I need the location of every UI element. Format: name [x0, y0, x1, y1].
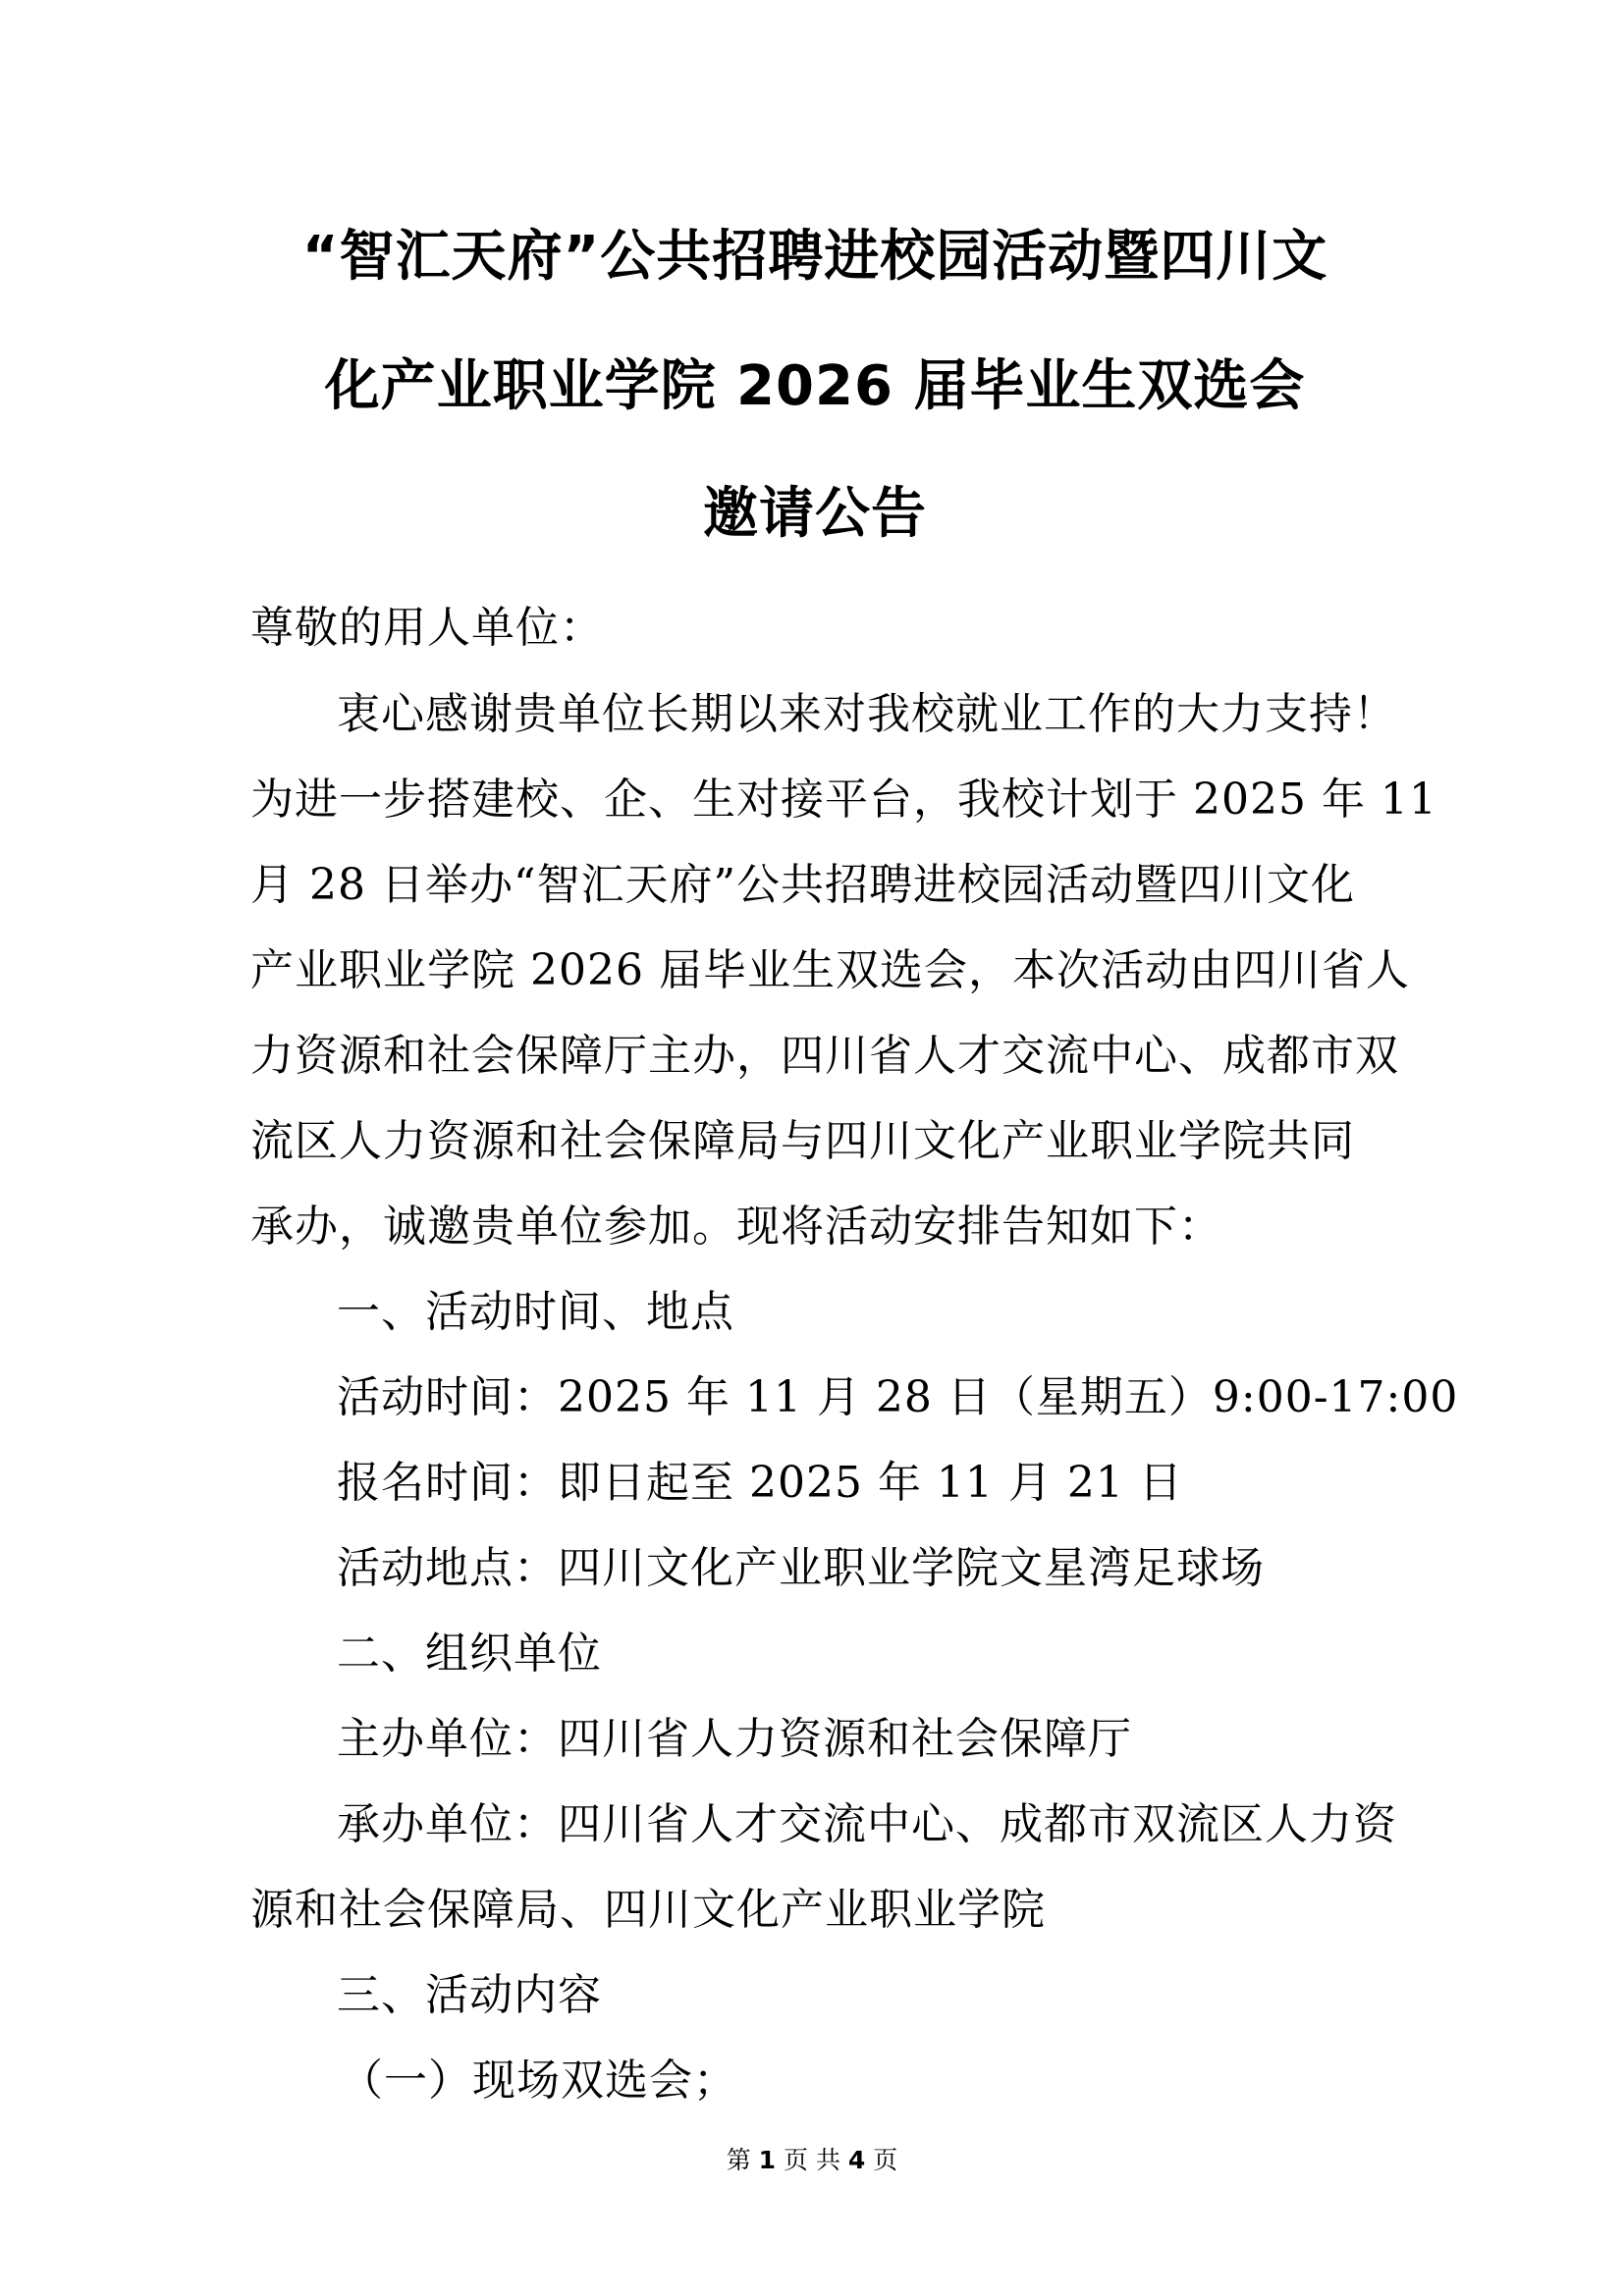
- page-footer: [0, 2145, 1624, 2176]
- footer-suffix: 页: [873, 2146, 898, 2174]
- intro-line: 衷心感谢贵单位长期以来对我校就业工作的大力支持！: [337, 689, 1397, 739]
- content-item-1: （一）现场双选会；: [340, 2056, 737, 2106]
- section-heading-organizers: 二、组织单位: [337, 1629, 602, 1679]
- organizer-unit-line-2: 源和社会保障局、四川文化产业职业学院: [250, 1885, 1046, 1935]
- event-time: 活动时间：2025 年 11 月 28 日（星期五）9:00-17:00: [337, 1372, 1459, 1422]
- intro-line: 流区人力资源和社会保障局与四川文化产业职业学院共同: [250, 1116, 1355, 1166]
- organizer-unit-line-1: 承办单位：四川省人才交流中心、成都市双流区人力资: [337, 1799, 1397, 1849]
- intro-line: 力资源和社会保障厅主办，四川省人才交流中心、成都市双: [250, 1031, 1399, 1081]
- footer-prefix: 第: [726, 2146, 751, 2174]
- intro-line: 产业职业学院 2026 届毕业生双选会，本次活动由四川省人: [250, 945, 1410, 995]
- registration-time: 报名时间：即日起至 2025 年 11 月 21 日: [337, 1458, 1183, 1508]
- salutation: 尊敬的用人单位：: [250, 603, 604, 653]
- section-heading-content: 三、活动内容: [337, 1970, 602, 2020]
- current-page-number: 1: [758, 2146, 777, 2174]
- host-unit: 主办单位：四川省人力资源和社会保障厅: [337, 1714, 1132, 1764]
- intro-line: 承办，诚邀贵单位参加。现将活动安排告知如下：: [250, 1201, 1222, 1252]
- intro-line: 为进一步搭建校、企、生对接平台，我校计划于 2025 年 11: [250, 774, 1437, 825]
- section-heading-time-location: 一、活动时间、地点: [337, 1287, 734, 1337]
- title-line-2: 化产业职业学院 2026 届毕业生双选会: [324, 354, 1306, 418]
- title-line-1: “智汇天府”公共招聘进校园活动暨四川文: [301, 225, 1328, 289]
- intro-line: 月 28 日举办“智汇天府”公共招聘进校园活动暨四川文化: [250, 860, 1355, 910]
- title-line-3: 邀请公告: [703, 482, 927, 546]
- footer-middle: 页 共: [784, 2146, 840, 2174]
- total-page-number: 4: [847, 2146, 866, 2174]
- event-location: 活动地点：四川文化产业职业学院文星湾足球场: [337, 1543, 1265, 1593]
